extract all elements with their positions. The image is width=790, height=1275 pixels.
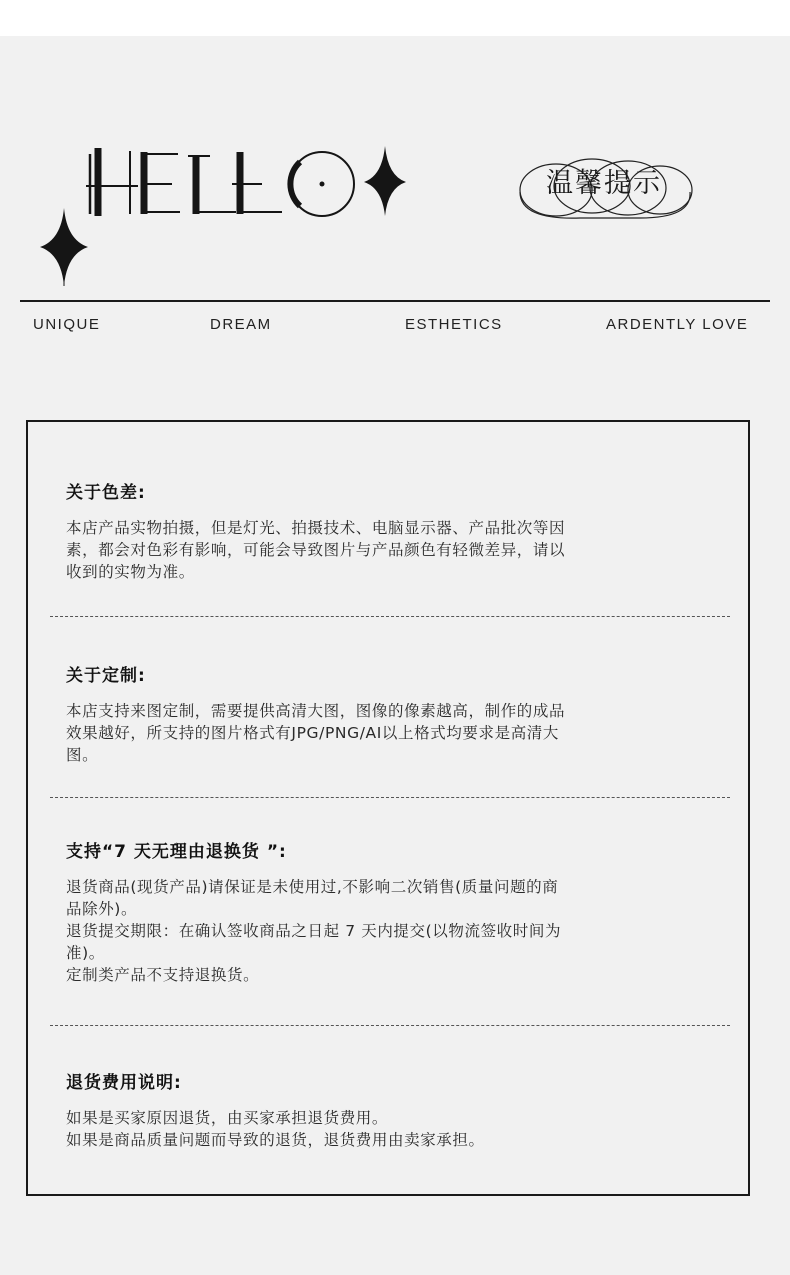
body-line: 定制类产品不支持退换货。 — [66, 966, 260, 984]
body-line: 品除外)。 — [66, 900, 138, 918]
dashed-divider — [50, 616, 730, 617]
header — [0, 36, 790, 336]
hello-logo — [0, 36, 470, 286]
body-line: 效果越好，所支持的图片格式有JPG/PNG/AI以上格式均要求是高清大 — [66, 724, 560, 742]
section-body — [66, 876, 716, 986]
header-rule — [20, 300, 770, 302]
section-return-fees — [66, 1068, 716, 1151]
body-line: 本店支持来图定制，需要提供高清大图，图像的像素越高，制作的成品 — [66, 702, 566, 720]
section-title: 退货费用说明: — [66, 1073, 182, 1093]
tag-ardently-love: ARDENTLY LOVE — [606, 316, 749, 333]
section-body — [66, 700, 716, 766]
section-color-difference — [66, 478, 716, 583]
body-line: 图。 — [66, 746, 99, 764]
body-line: 如果是买家原因退货，由买家承担退货费用。 — [66, 1109, 389, 1127]
tag-esthetics: ESTHETICS — [405, 316, 503, 333]
body-line: 退货提交期限：在确认签收商品之日起 7 天内提交(以物流签收时间为 — [66, 922, 562, 940]
tag-unique: UNIQUE — [33, 316, 101, 333]
section-title: 关于定制: — [66, 666, 146, 686]
section-body — [66, 517, 716, 583]
body-line: 退货商品(现货产品)请保证是未使用过,不影响二次销售(质量问题的商 — [66, 878, 559, 896]
badge-text: 温馨提示 — [546, 168, 662, 199]
body-line: 收到的实物为准。 — [66, 563, 195, 581]
dashed-divider — [50, 1025, 730, 1026]
body-line: 如果是商品质量问题而导致的退货，退货费用由卖家承担。 — [66, 1131, 485, 1149]
notice-card — [26, 420, 750, 1196]
section-customization — [66, 661, 716, 766]
section-return-policy — [66, 837, 716, 986]
section-title: 支持“7 天无理由退换货 ”: — [66, 842, 287, 862]
section-title: 关于色差: — [66, 483, 146, 503]
body-line: 本店产品实物拍摄，但是灯光、拍摄技术、电脑显示器、产品批次等因 — [66, 519, 566, 537]
dashed-divider — [50, 797, 730, 798]
body-line: 准)。 — [66, 944, 105, 962]
top-margin — [0, 0, 790, 36]
body-line: 素，都会对色彩有影响，可能会导致图片与产品颜色有轻微差异，请以 — [66, 541, 566, 559]
section-body — [66, 1107, 716, 1151]
tag-dream: DREAM — [210, 316, 272, 333]
